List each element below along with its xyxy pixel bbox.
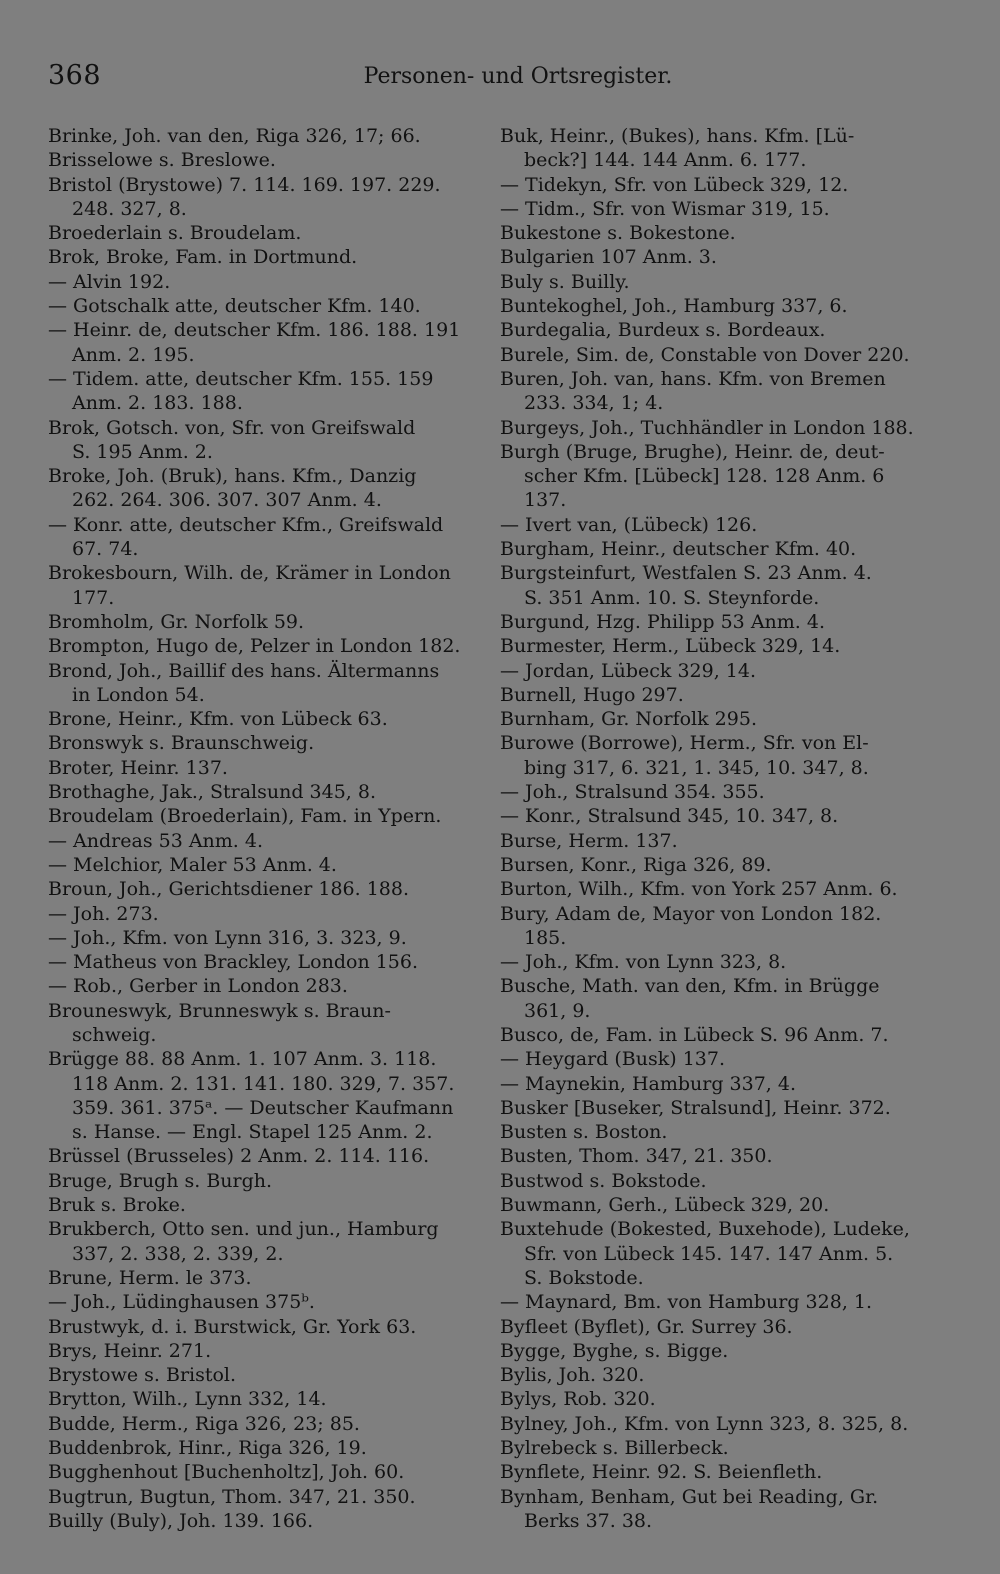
- register-entry-line: Burgund, Hzg. Philipp 53 Anm. 4.: [500, 610, 825, 633]
- register-entry: [500, 707, 940, 731]
- register-entry: [500, 780, 940, 804]
- register-entry: [48, 974, 488, 998]
- register-entry-line: schweig.: [72, 1023, 157, 1046]
- register-entry-line: — Konr. atte, deutscher Kfm., Greifswald: [48, 513, 444, 536]
- register-entry: [500, 1387, 940, 1411]
- register-entry-line: Budde, Herm., Riga 326, 23; 85.: [48, 1412, 360, 1435]
- register-entry-line: Brond, Joh., Baillif des hans. Ältermanns: [48, 659, 440, 682]
- register-entry: [48, 294, 488, 318]
- register-entry: [500, 1144, 940, 1168]
- register-entry: [48, 464, 488, 513]
- register-entry-line: Burnham, Gr. Norfolk 295.: [500, 708, 757, 731]
- register-entry-line: Broederlain s. Broudelam.: [48, 222, 302, 245]
- register-entry: [500, 1339, 940, 1363]
- register-entry-line: — Andreas 53 Anm. 4.: [48, 829, 264, 852]
- register-entry-line: Burgh (Bruge, Brughe), Heinr. de, deut-: [500, 440, 885, 463]
- register-entry: [500, 221, 940, 245]
- register-entry-line: — Joh., Kfm. von Lynn 316, 3. 323, 9.: [48, 926, 407, 949]
- register-entry: [500, 1363, 940, 1387]
- register-entry-line: — Tidem. atte, deutscher Kfm. 155. 159: [48, 367, 434, 390]
- register-entry: [500, 1460, 940, 1484]
- register-entry: [48, 1266, 488, 1290]
- register-entry-line: — Alvin 192.: [48, 270, 171, 293]
- register-entry-line: Brokesbourn, Wilh. de, Krämer in London: [48, 562, 451, 585]
- register-entry: [500, 173, 940, 197]
- register-entry: [500, 829, 940, 853]
- register-entry: [48, 1412, 488, 1436]
- register-entry-line: Burse, Herm. 137.: [500, 829, 678, 852]
- register-entry: [48, 902, 488, 926]
- register-entry-line: Broudelam (Broederlain), Fam. in Ypern.: [48, 805, 442, 828]
- register-entry-line: Brytton, Wilh., Lynn 332, 14.: [48, 1388, 327, 1411]
- register-entry-line: Builly (Buly), Joh. 139. 166.: [48, 1509, 314, 1532]
- register-entry-line: Bruge, Brugh s. Burgh.: [48, 1169, 273, 1192]
- register-entry: [500, 416, 940, 440]
- register-entry: [500, 659, 940, 683]
- register-entry-line: — Tidekyn, Sfr. von Lübeck 329, 12.: [500, 173, 849, 196]
- register-entry: [500, 1485, 940, 1534]
- register-entry: [48, 877, 488, 901]
- register-entry: [500, 1120, 940, 1144]
- register-entry-line: S. 195 Anm. 2.: [72, 440, 213, 463]
- register-entry-line: — Rob., Gerber in London 283.: [48, 975, 348, 998]
- register-entry-line: Bylrebeck s. Billerbeck.: [500, 1437, 729, 1460]
- register-entry: [500, 270, 940, 294]
- register-entry-line: in London 54.: [72, 683, 205, 706]
- register-entry: [48, 513, 488, 562]
- register-entry: [500, 950, 940, 974]
- register-entry-line: Brok, Gotsch. von, Sfr. von Greifswald: [48, 416, 416, 439]
- register-entry-line: — Heygard (Busk) 137.: [500, 1048, 725, 1071]
- register-entry-line: Berks 37. 38.: [524, 1509, 653, 1532]
- register-entry: [48, 1363, 488, 1387]
- register-entry: [500, 634, 940, 658]
- register-entry-line: Busten, Thom. 347, 21. 350.: [500, 1145, 773, 1168]
- register-entry: [500, 343, 940, 367]
- register-entry-line: S. Bokstode.: [524, 1266, 644, 1289]
- register-entry-line: Busten s. Boston.: [500, 1121, 668, 1144]
- register-entry-line: Brothaghe, Jak., Stralsund 345, 8.: [48, 781, 377, 804]
- register-entry-line: Buntekoghel, Joh., Hamburg 337, 6.: [500, 295, 848, 318]
- register-entry-line: Brok, Broke, Fam. in Dortmund.: [48, 246, 358, 269]
- register-entry-line: Bromholm, Gr. Norfolk 59.: [48, 610, 305, 633]
- register-entry-line: Bury, Adam de, Mayor von London 182.: [500, 902, 882, 925]
- register-entry: [500, 974, 940, 1023]
- register-entry-line: Burele, Sim. de, Constable von Dover 220.: [500, 343, 910, 366]
- register-entry-line: — Maynard, Bm. von Hamburg 328, 1.: [500, 1291, 873, 1314]
- register-entry: [48, 780, 488, 804]
- register-entry: [500, 318, 940, 342]
- register-entry-line: — Maynekin, Hamburg 337, 4.: [500, 1072, 797, 1095]
- register-entry: [500, 1047, 940, 1071]
- register-entry: [500, 294, 940, 318]
- register-entry: [500, 537, 940, 561]
- register-entry-line: Busche, Math. van den, Kfm. in Brügge: [500, 975, 880, 998]
- register-entry-line: Bristol (Brystowe) 7. 114. 169. 197. 229.: [48, 173, 441, 196]
- register-entry-line: Brinke, Joh. van den, Riga 326, 17; 66.: [48, 125, 421, 147]
- register-entry-line: Brys, Heinr. 271.: [48, 1339, 212, 1362]
- register-entry: [48, 634, 488, 658]
- register-entry-line: Brune, Herm. le 373.: [48, 1266, 252, 1289]
- register-entry-line: — Gotschalk atte, deutscher Kfm. 140.: [48, 295, 421, 318]
- register-column-left: [48, 124, 488, 1533]
- register-entry: [48, 1144, 488, 1168]
- register-entry-line: 118 Anm. 2. 131. 141. 180. 329, 7. 357.: [72, 1072, 455, 1095]
- register-entry-line: Broun, Joh., Gerichtsdiener 186. 188.: [48, 878, 410, 901]
- register-entry-line: Brouneswyk, Brunneswyk s. Braun-: [48, 999, 391, 1022]
- register-entry: [500, 197, 940, 221]
- register-entry: [48, 756, 488, 780]
- register-entry: [48, 367, 488, 416]
- register-entry: [500, 561, 940, 610]
- register-entry-line: 233. 334, 1; 4.: [524, 392, 664, 415]
- register-entry: [48, 1217, 488, 1266]
- register-entry: [500, 1436, 940, 1460]
- register-entry-line: 337, 2. 338, 2. 339, 2.: [72, 1242, 284, 1265]
- register-entry-line: 262. 264. 306. 307. 307 Anm. 4.: [72, 489, 382, 512]
- register-entry: [48, 659, 488, 708]
- register-entry: [48, 804, 488, 828]
- register-entry-line: Brone, Heinr., Kfm. von Lübeck 63.: [48, 708, 388, 731]
- register-entry-line: — Joh. 273.: [48, 902, 159, 925]
- register-entry-line: Bugghenhout [Buchenholtz], Joh. 60.: [48, 1461, 405, 1484]
- register-entry: [48, 950, 488, 974]
- register-entry-line: 137.: [524, 489, 567, 512]
- register-entry: [48, 1339, 488, 1363]
- register-entry-line: Bynham, Benham, Gut bei Reading, Gr.: [500, 1485, 879, 1508]
- register-entry-line: — Melchior, Maler 53 Anm. 4.: [48, 853, 337, 876]
- register-entry-line: — Joh., Stralsund 354. 355.: [500, 781, 765, 804]
- register-entry: [48, 1485, 488, 1509]
- register-entry: [48, 1509, 488, 1533]
- register-entry: [48, 221, 488, 245]
- register-entry-line: Bynflete, Heinr. 92. S. Beienfleth.: [500, 1461, 823, 1484]
- register-entry: [500, 1412, 940, 1436]
- register-entry: [48, 610, 488, 634]
- register-entry: [48, 707, 488, 731]
- register-entry: [48, 318, 488, 367]
- register-column-right: [500, 124, 940, 1533]
- register-entry: [48, 416, 488, 465]
- running-title: Personen- und Ortsregister.: [363, 64, 673, 89]
- page-header: [48, 60, 936, 104]
- register-entry-line: Burgsteinfurt, Westfalen S. 23 Anm. 4.: [500, 562, 872, 585]
- register-entry: [500, 1217, 940, 1290]
- register-entry: [48, 1460, 488, 1484]
- register-entry: [48, 1169, 488, 1193]
- register-entry: [500, 1193, 940, 1217]
- register-entry: [48, 561, 488, 610]
- register-entry-line: 248. 327, 8.: [72, 197, 187, 220]
- register-entry-line: Broke, Joh. (Bruk), hans. Kfm., Danzig: [48, 465, 417, 488]
- register-entry-line: Buddenbrok, Hinr., Riga 326, 19.: [48, 1437, 367, 1460]
- register-entry-line: — Joh., Lüdinghausen 375ᵇ.: [48, 1291, 315, 1314]
- register-entry: [48, 1290, 488, 1314]
- register-entry-line: Busco, de, Fam. in Lübeck S. 96 Anm. 7.: [500, 1023, 889, 1046]
- register-entry-line: Bukestone s. Bokestone.: [500, 222, 736, 245]
- register-entry-line: Buxtehude (Bokested, Buxehode), Ludeke,: [500, 1218, 910, 1241]
- page-number: 368: [48, 60, 102, 91]
- register-entry: [500, 610, 940, 634]
- register-entry-line: Burowe (Borrowe), Herm., Sfr. von El-: [500, 732, 869, 755]
- register-entry: [500, 440, 940, 513]
- register-entry: [500, 1072, 940, 1096]
- register-entry-line: Brügge 88. 88 Anm. 1. 107 Anm. 3. 118.: [48, 1048, 437, 1071]
- register-entry: [48, 1193, 488, 1217]
- register-entry-line: Brisselowe s. Breslowe.: [48, 149, 276, 172]
- register-entry: [500, 853, 940, 877]
- register-entry-line: Bursen, Konr., Riga 326, 89.: [500, 853, 772, 876]
- register-entry-line: Bugtrun, Bugtun, Thom. 347, 21. 350.: [48, 1485, 416, 1508]
- register-entry-line: Busker [Buseker, Stralsund], Heinr. 372.: [500, 1096, 891, 1119]
- register-entry: [48, 1436, 488, 1460]
- register-entry-line: — Tidm., Sfr. von Wismar 319, 15.: [500, 197, 830, 220]
- register-entry-line: Buren, Joh. van, hans. Kfm. von Bremen: [500, 367, 886, 390]
- register-entry: [48, 1315, 488, 1339]
- register-entry: [48, 270, 488, 294]
- register-entry: [500, 1096, 940, 1120]
- register-entry-line: Burdegalia, Burdeux s. Bordeaux.: [500, 319, 826, 342]
- register-entry: [48, 245, 488, 269]
- register-entry-line: Buwmann, Gerh., Lübeck 329, 20.: [500, 1194, 830, 1217]
- register-entry-line: s. Hanse. — Engl. Stapel 125 Anm. 2.: [72, 1121, 433, 1144]
- register-entry-line: Sfr. von Lübeck 145. 147. 147 Anm. 5.: [524, 1242, 894, 1265]
- register-entry-line: Bylys, Rob. 320.: [500, 1388, 656, 1411]
- register-entry-line: Bylney, Joh., Kfm. von Lynn 323, 8. 325, 8.: [500, 1412, 909, 1435]
- register-entry: [48, 1047, 488, 1144]
- register-entry: [48, 1387, 488, 1411]
- register-entry-line: Bulgarien 107 Anm. 3.: [500, 246, 717, 269]
- register-entry: [500, 1023, 940, 1047]
- register-entry-line: 185.: [524, 926, 567, 949]
- register-entry-line: Anm. 2. 195.: [72, 343, 195, 366]
- register-entry-line: — Matheus von Brackley, London 156.: [48, 951, 419, 974]
- register-entry: [48, 148, 488, 172]
- register-entry-line: Burgham, Heinr., deutscher Kfm. 40.: [500, 538, 857, 561]
- register-entry: [500, 513, 940, 537]
- register-entry: [500, 877, 940, 901]
- register-entry: [48, 999, 488, 1048]
- register-entry: [500, 1169, 940, 1193]
- register-entry-line: Bronswyk s. Braunschweig.: [48, 732, 315, 755]
- register-entry: [500, 1315, 940, 1339]
- register-entry-line: Bylis, Joh. 320.: [500, 1364, 645, 1387]
- register-entry: [500, 1290, 940, 1314]
- register-entry-line: Burmester, Herm., Lübeck 329, 14.: [500, 635, 841, 658]
- register-entry: [500, 731, 940, 780]
- register-entry-line: — Heinr. de, deutscher Kfm. 186. 188. 191: [48, 319, 461, 342]
- register-entry: [500, 804, 940, 828]
- register-entry-line: bing 317, 6. 321, 1. 345, 10. 347, 8.: [524, 756, 869, 779]
- register-entry-line: beck?] 144. 144 Anm. 6. 177.: [524, 149, 807, 172]
- register-entry-line: Brukberch, Otto sen. und jun., Hamburg: [48, 1218, 439, 1241]
- register-entry-line: 359. 361. 375ᵃ. — Deutscher Kaufmann: [72, 1096, 454, 1119]
- register-entry-line: Bustwod s. Bokstode.: [500, 1169, 707, 1192]
- register-entry-line: Brustwyk, d. i. Burstwick, Gr. York 63.: [48, 1315, 417, 1338]
- register-entry-line: Buk, Heinr., (Bukes), hans. Kfm. [Lü-: [500, 125, 855, 147]
- register-entry: [48, 124, 488, 148]
- register-entry-line: Brystowe s. Bristol.: [48, 1364, 237, 1387]
- register-entry-line: Bruk s. Broke.: [48, 1194, 186, 1217]
- register-entry: [500, 683, 940, 707]
- register-entry-line: Brüssel (Brusseles) 2 Anm. 2. 114. 116.: [48, 1145, 430, 1168]
- register-entry-line: 361, 9.: [524, 999, 591, 1022]
- register-entry: [500, 245, 940, 269]
- register-entry: [500, 367, 940, 416]
- register-entry-line: — Jordan, Lübeck 329, 14.: [500, 659, 756, 682]
- register-entry-line: scher Kfm. [Lübeck] 128. 128 Anm. 6: [524, 465, 885, 488]
- register-entry: [48, 853, 488, 877]
- register-entry-line: Burgeys, Joh., Tuchhändler in London 188.: [500, 416, 914, 439]
- register-entry-line: Broter, Heinr. 137.: [48, 756, 228, 779]
- register-entry-line: — Ivert van, (Lübeck) 126.: [500, 513, 758, 536]
- register-entry-line: Anm. 2. 183. 188.: [72, 392, 243, 415]
- register-entry-line: Brompton, Hugo de, Pelzer in London 182.: [48, 635, 461, 658]
- register-entry-line: Burton, Wilh., Kfm. von York 257 Anm. 6.: [500, 878, 898, 901]
- register-entry: [48, 173, 488, 222]
- register-entry: [500, 902, 940, 951]
- register-entry-line: Bygge, Byghe, s. Bigge.: [500, 1339, 729, 1362]
- register-entry: [48, 829, 488, 853]
- register-entry-line: S. 351 Anm. 10. S. Steynforde.: [524, 586, 820, 609]
- register-entry-line: Byfleet (Byflet), Gr. Surrey 36.: [500, 1315, 793, 1338]
- register-entry-line: — Konr., Stralsund 345, 10. 347, 8.: [500, 805, 839, 828]
- register-entry-line: Buly s. Builly.: [500, 270, 630, 293]
- register-entry-line: 67. 74.: [72, 538, 139, 561]
- register-entry: [500, 124, 940, 173]
- register-entry-line: — Joh., Kfm. von Lynn 323, 8.: [500, 951, 787, 974]
- register-entry: [48, 731, 488, 755]
- register-entry: [48, 926, 488, 950]
- register-entry-line: 177.: [72, 586, 115, 609]
- register-entry-line: Burnell, Hugo 297.: [500, 683, 684, 706]
